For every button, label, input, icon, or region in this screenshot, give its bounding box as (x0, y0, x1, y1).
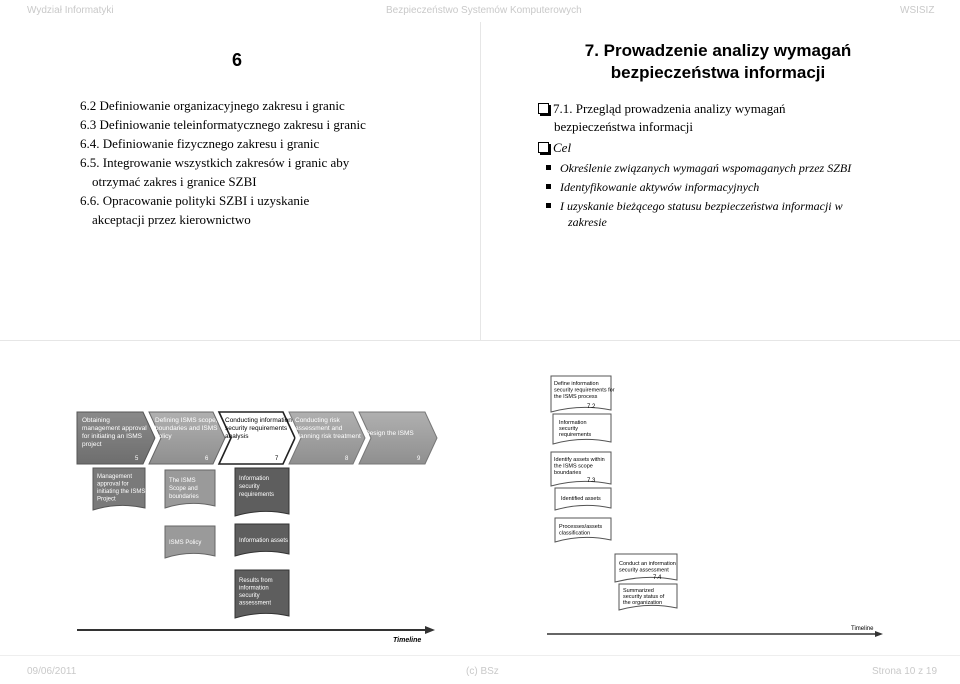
list-item: 6.2 Definiowanie organizacyjnego zakresu i granic (80, 98, 345, 113)
footer-author: (c) BSz (466, 666, 499, 677)
output-document (165, 526, 215, 558)
output-document (235, 570, 289, 618)
svg-text:Identified assets: Identified assets (561, 496, 601, 502)
slide-divider-horizontal (0, 340, 960, 341)
slide-title (528, 40, 908, 84)
step-number: 7.3 (587, 478, 596, 484)
footer-date: 09/06/2011 (27, 666, 77, 677)
phase-label: Conducting risk (295, 417, 340, 424)
phase-number: 5 (135, 456, 139, 462)
square-bullet-icon (546, 165, 551, 170)
output-document (235, 468, 289, 516)
list-item: 6.3 Definiowanie teleinformatycznego zakresu i granic (80, 117, 366, 132)
phase-label: assessment and (295, 425, 343, 432)
checkbox-bullet-icon (538, 103, 549, 114)
svg-text:Define informationsecurity req: Define information security requirements for the ISMS process (554, 381, 615, 400)
isms-phases-diagram (75, 390, 443, 645)
right-slide-body (538, 100, 908, 230)
bullet-item (538, 198, 908, 230)
header-course: Bezpieczeństwo Systemów Komputerowych (386, 5, 582, 16)
svg-text:The ISMSScope andboundaries: The ISMS Scope and boundaries (169, 478, 199, 500)
header-school: WSISIZ (900, 5, 935, 16)
phase-chevron (77, 412, 155, 464)
phase-label: security requirements (225, 425, 288, 432)
list-item: 6.6. Opracowanie polityki SZBI i uzyskanie (80, 193, 310, 208)
footer-divider (0, 655, 960, 656)
bullet-text: Identyfikowanie aktywów informacyjnych (560, 180, 760, 194)
requirements-analysis-diagram (545, 372, 885, 642)
subsection-title: 7.1. Przegląd prowadzenia analizy wymagań (553, 101, 786, 116)
svg-text:Informationsecurityrequirement: Information security requirements (239, 476, 275, 498)
output-document (235, 524, 289, 556)
phase-number: 6 (205, 456, 209, 462)
slide-title-line: bezpieczeństwa informacji (610, 63, 826, 82)
process-step (551, 376, 615, 412)
timeline-label: Timeline (851, 626, 874, 632)
bullet-item (538, 160, 908, 176)
phase-label: analysis (225, 433, 249, 440)
output-document (553, 414, 611, 444)
phase-label: planning risk treatment (295, 433, 361, 440)
list-item: 6.4. Definiowanie fizycznego zakresu i granic (80, 136, 320, 151)
header-faculty: Wydział Informatyki (27, 5, 114, 16)
output-document (555, 518, 611, 542)
svg-text:Information assets: Information assets (239, 538, 289, 544)
phase-label: policy (155, 433, 172, 440)
svg-text:Results frominformationsecurit: Results from information security assessment (239, 578, 273, 607)
phase-chevron (149, 412, 225, 464)
phase-chevron-active (219, 412, 295, 464)
slide-divider-vertical (480, 22, 481, 340)
svg-text:Summarizedsecurity status ofth: Summarized security status of the organization (623, 588, 665, 606)
phase-label: management approval (82, 425, 147, 432)
bullet-continuation: zakresie (568, 215, 607, 229)
phase-label: boundaries and ISMS (155, 425, 218, 432)
step-number: 7.4 (653, 575, 662, 581)
output-document (555, 488, 611, 510)
output-document (165, 470, 215, 508)
svg-text:Identify assets withinthe ISMS: Identify assets within the ISMS scope boundaries (554, 457, 605, 476)
svg-text:Managementapproval forinitiati: Management approval for initiating the ISMS Project (97, 474, 146, 503)
phase-chevron (359, 412, 437, 464)
timeline-label: Timeline (393, 637, 422, 644)
output-document (619, 584, 677, 610)
phase-chevron (289, 412, 365, 464)
phase-label: Design the ISMS (365, 430, 414, 437)
process-step (551, 452, 611, 486)
goal-label: Cel (553, 140, 572, 155)
phase-label: Conducting information (225, 417, 292, 424)
left-slide-list (80, 96, 366, 229)
phase-label: project (82, 441, 102, 448)
output-document (93, 468, 145, 510)
svg-text:Processes/assetsclassification: Processes/assets classification (559, 524, 603, 537)
checkbox-bullet-icon (538, 142, 549, 153)
bullet-text: I uzyskanie bieżącego statusu bezpieczeństwa informacji w (560, 199, 843, 213)
bullet-text: Określenie związanych wymagań wspomaganych przez SZBI (560, 161, 852, 175)
phase-label: Obtaining (82, 417, 110, 424)
list-item-continuation: akceptacji przez kierownictwo (92, 212, 251, 227)
phase-label: for initiating an ISMS (82, 433, 142, 440)
timeline-arrow-icon (875, 631, 883, 637)
square-bullet-icon (546, 184, 551, 189)
phase-number: 7 (275, 456, 279, 462)
process-step (615, 554, 677, 582)
square-bullet-icon (546, 203, 551, 208)
slide-number: 6 (232, 50, 243, 70)
svg-text:ISMS Policy: ISMS Policy (169, 540, 202, 546)
step-number: 7.2 (587, 404, 596, 410)
list-item-continuation: otrzymać zakres i granice SZBI (92, 174, 257, 189)
slide-title-line: 7. Prowadzenie analizy wymagań (584, 41, 852, 60)
subsection-title-continuation: bezpieczeństwa informacji (554, 119, 693, 134)
phase-number: 9 (417, 456, 421, 462)
svg-text:Informationsecurityrequirement: Information security requirements (559, 420, 592, 438)
svg-text:Conduct an informationsecurity: Conduct an information security assessment (619, 561, 676, 574)
phase-label: Defining ISMS scope, (155, 417, 218, 424)
footer-page: Strona 10 z 19 (872, 666, 938, 677)
phase-number: 8 (345, 456, 349, 462)
list-item: 6.5. Integrowanie wszystkich zakresów i granic aby (80, 155, 350, 170)
timeline-arrow-icon (425, 626, 435, 634)
bullet-item (538, 179, 908, 195)
